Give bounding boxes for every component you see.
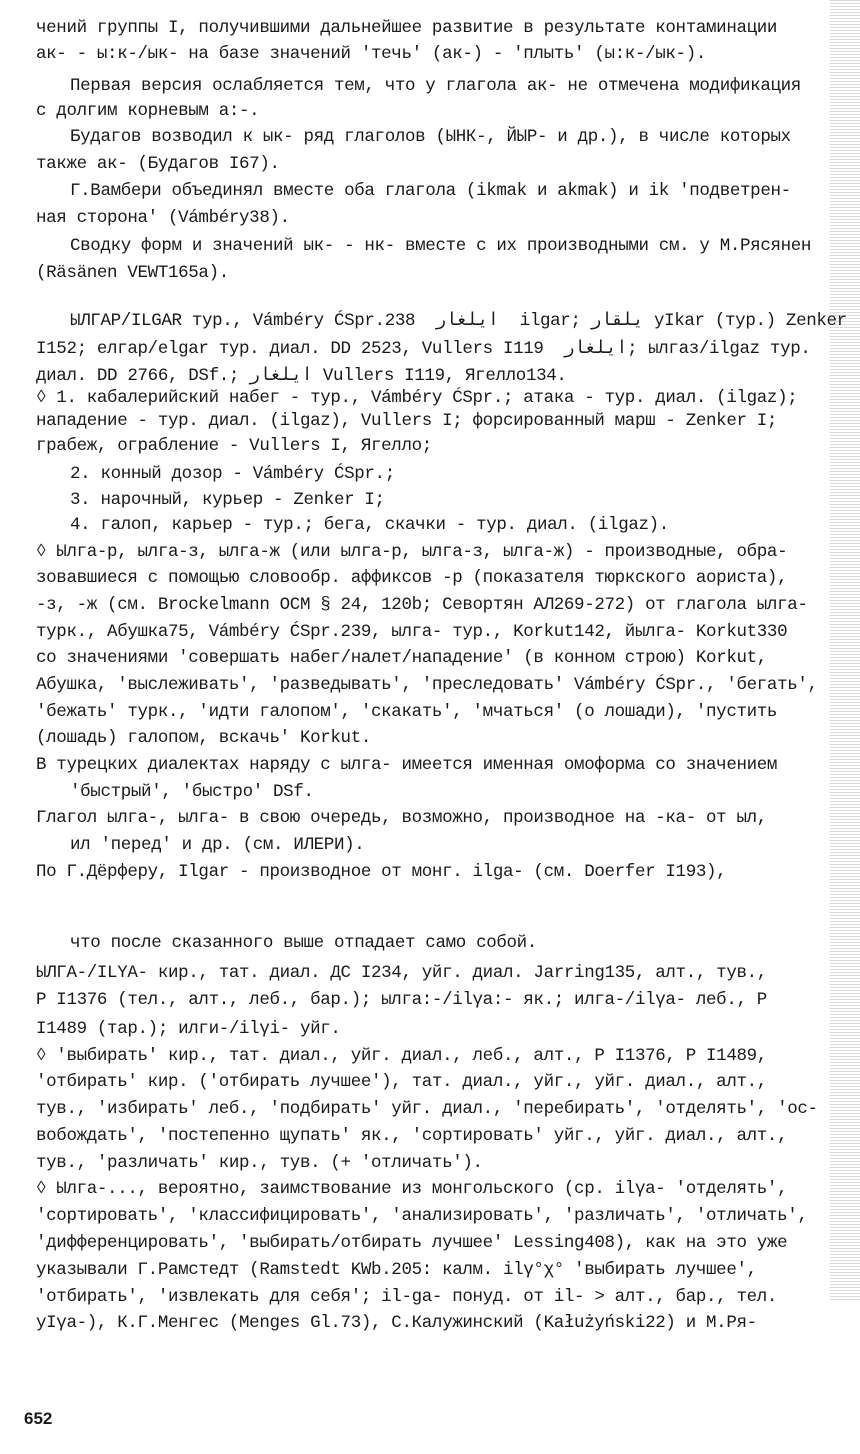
text-line: ная сторона' (Vámbéry38). <box>36 208 290 228</box>
page-number: 652 <box>24 1409 53 1428</box>
text-line: тув., 'различать' кир., тув. (+ 'отличать'). <box>36 1153 483 1173</box>
text-line: yIγa-), К.Г.Менгес (Menges Gl.73), С.Калужинский (Kałużyński22) и М.Ря- <box>36 1313 757 1333</box>
text-line: Будагов возводил к ык- ряд глаголов (ЫНК-, ЙЫР- и др.), в числе которых <box>70 127 791 147</box>
text-line: с долгим корневым а:-. <box>36 101 260 121</box>
text-line: 'быстрый', 'быстро' DSf. <box>70 782 314 802</box>
text-line: ил 'перед' и др. (см. ИЛЕРИ). <box>70 835 365 855</box>
text-line: чений группы I, получившими дальнейшее развитие в результате контаминации <box>36 18 778 38</box>
text-line: -з, -ж (см. Brockelmann OCM § 24, 120b; Севортян АЛ269-272) от глагола ылга- <box>36 595 808 615</box>
text-line: ак- - ы:к-/ык- на базе значений 'течь' (ак-) - 'плыть' (ы:к-/ык-). <box>36 44 707 64</box>
text-line: В турецких диалектах наряду с ылга- имеется именная омоформа со значением <box>36 755 778 775</box>
text-line: Первая версия ослабляется тем, что у глагола ак- не отмечена модификация <box>70 76 801 96</box>
text-line: (Räsänen VEWT165a). <box>36 263 229 283</box>
text-line: нападение - тур. диал. (ilgaz), Vullers I; форсированный марш - Zenker I; <box>36 411 778 431</box>
text-line: ◊ Ылга-..., вероятно, заимствование из монгольского (ср. ilγa- 'отделять', <box>36 1179 788 1199</box>
text-line: также ак- (Будагов I67). <box>36 154 280 174</box>
scan-margin-noise <box>830 0 860 1300</box>
text-line: ЫЛГАР/ILGAR тур., Vámbéry ĆSpr.238 ايلغار ilgar; يلقار yIkar (тур.) Zenker <box>70 311 847 331</box>
text-line: грабеж, ограбление - Vullers I, Ягелло; <box>36 436 432 456</box>
text-line: 'отбирать' кир. ('отбирать лучшее'), тат. диал., уйг., уйг. диал., алт., <box>36 1072 767 1092</box>
text-line: 4. галоп, карьер - тур.; бега, скачки - тур. диал. (ilgaz). <box>70 515 669 535</box>
text-line: 'дифференцировать', 'выбирать/отбирать лучшее' Lessing408), как на это уже <box>36 1233 788 1253</box>
text-line: тув., 'избирать' леб., 'подбирать' уйг. диал., 'перебирать', 'отделять', 'ос- <box>36 1099 818 1119</box>
text-line: I1489 (тар.); илги-/ilγi- уйг. <box>36 1019 341 1039</box>
text-line: со значениями 'совершать набег/налет/нападение' (в конном строю) Korkut, <box>36 648 767 668</box>
text-line: диал. DD 2766, DSf.; ايلغار Vullers I119, Ягелло134. <box>36 366 567 386</box>
text-line: ◊ 1. кабалерийский набег - тур., Vámbéry ĆSpr.; атака - тур. диал. (ilgaz); <box>36 388 798 408</box>
text-line: Сводку форм и значений ык- - нк- вместе с их производными см. у М.Рясянен <box>70 236 812 256</box>
text-line: ЫЛГА-/ILYA- кир., тат. диал. ДС I234, уйг. диал. Jarring135, алт., тув., <box>36 963 767 983</box>
text-line: Глагол ылга-, ылга- в свою очередь, возможно, производное на -ка- от ыл, <box>36 808 767 828</box>
text-line: ◊ 'выбирать' кир., тат. диал., уйг. диал., леб., алт., Р I1376, Р I1489, <box>36 1046 767 1066</box>
text-line: Р I1376 (тел., алт., леб., бар.); ылга:-/ilγa:- як.; илга-/ilγa- леб., Р <box>36 990 767 1010</box>
text-line: 'бежать' турк., 'идти галопом', 'скакать', 'мчаться' (о лошади), 'пустить <box>36 702 778 722</box>
text-line: вобождать', 'постепенно щупать' як., 'сортировать' уйг., уйг. диал., алт., <box>36 1126 788 1146</box>
text-line: Абушка, 'выслеживать', 'разведывать', 'преследовать' Vámbéry ĆSpr., 'бегать', <box>36 675 818 695</box>
text-line: зовавшиеся с помощью словообр. аффиксов -р (показателя тюркского аориста), <box>36 568 788 588</box>
text-line: 2. конный дозор - Vámbéry ĆSpr.; <box>70 464 395 484</box>
text-line: (лошадь) галопом, вскачь' Korkut. <box>36 728 372 748</box>
text-line: турк., Абушка75, Vámbéry ĆSpr.239, ылга- тур., Korkut142, йылга- Korkut330 <box>36 622 788 642</box>
text-line: ◊ Ылга-р, ылга-з, ылга-ж (или ылга-р, ылга-з, ылга-ж) - производные, обра- <box>36 542 788 562</box>
text-line: 'отбирать', 'извлекать для себя'; il-ga- понуд. от il- > алт., бар., тел. <box>36 1287 778 1307</box>
text-line: I152; елгар/elgar тур. диал. DD 2523, Vullers I119 ايلغار; ылгаз/ilgaz тур. <box>36 339 811 359</box>
text-line: По Г.Дёрферу, Ilgar - производное от монг. ilga- (см. Doerfer I193), <box>36 862 727 882</box>
text-line: что после сказанного выше отпадает само собой. <box>70 933 537 953</box>
text-line: 3. нарочный, курьер - Zenker I; <box>70 490 385 510</box>
text-line: указывали Г.Рамстедт (Ramstedt KWb.205: калм. ilγ°χ° 'выбирать лучшее', <box>36 1260 757 1280</box>
text-line: Г.Вамбери объединял вместе оба глагола (ikmak и akmak) и ik 'подветрен- <box>70 181 791 201</box>
text-line: 'сортировать', 'классифицировать', 'анализировать', 'различать', 'отличать', <box>36 1206 808 1226</box>
